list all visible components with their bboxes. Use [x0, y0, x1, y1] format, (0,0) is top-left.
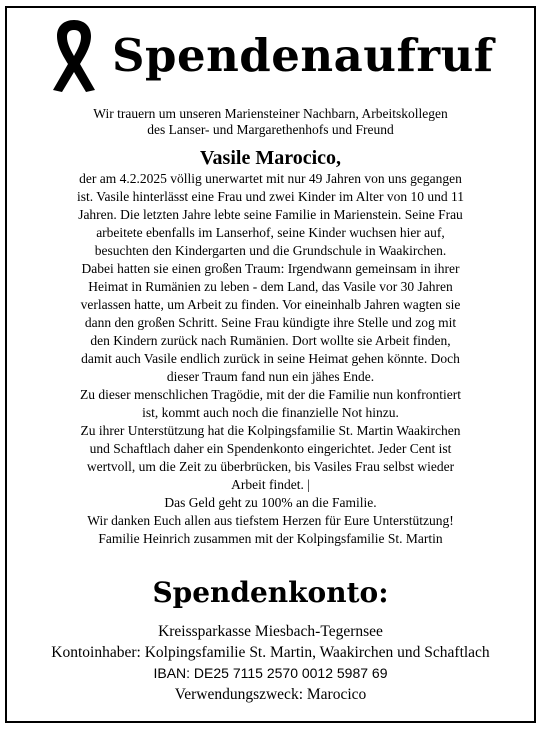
payment-reference: Verwendungszweck: Marocico: [174, 686, 367, 703]
body-line: den Kindern zurück nach Rumänien. Dort wollte sie Arbeit finden,: [90, 333, 451, 348]
iban: IBAN: DE25 7115 2570 0012 5987 69: [153, 665, 388, 681]
body-line: Arbeit findet. |: [231, 477, 310, 492]
body-line: Zu ihrer Unterstützung hat die Kolpingsfamilie St. Martin Waakirchen: [80, 423, 461, 438]
body-line: und Schaftlach daher ein Spendenkonto eingerichtet. Jeder Cent ist: [89, 441, 452, 456]
body-line: ist, kommt auch noch die finanzielle Not hinzu.: [142, 405, 399, 420]
deceased-name: Vasile Marocico,: [199, 147, 342, 169]
body-line: besuchten den Kindergarten und die Grundschule in Waakirchen.: [94, 243, 447, 258]
donation-account-details: [0, 621, 541, 705]
body-line: Wir danken Euch allen aus tiefstem Herzen für Eure Unterstützung!: [87, 513, 454, 528]
appeal-body: [0, 170, 541, 548]
body-line: ist. Vasile hinterlässt eine Frau und zwei Kinder im Alter von 10 und 11: [77, 189, 464, 204]
body-line: Heimat in Rumänien zu leben - dem Land, das Vasile vor 30 Jahren: [88, 279, 453, 294]
intro-line: Wir trauern um unseren Mariensteiner Nachbarn, Arbeitskollegen: [93, 106, 448, 121]
body-line: Das Geld geht zu 100% an die Familie.: [164, 495, 377, 510]
body-line: Jahren. Die letzten Jahre lebte seine Familie in Marienstein. Seine Frau: [78, 207, 463, 222]
body-line: Zu dieser menschlichen Tragödie, mit der die Familie nun konfrontiert: [80, 387, 461, 402]
body-line: der am 4.2.2025 völlig unerwartet mit nur 49 Jahren von uns gegangen: [79, 171, 462, 186]
intro-line: des Lanser- und Margarethenhofs und Freund: [147, 122, 394, 137]
mourning-ribbon-icon: [44, 14, 104, 94]
body-line: Dabei hatten sie einen großen Traum: Irgendwann gemeinsam in ihrer: [81, 261, 460, 276]
body-line: Familie Heinrich zusammen mit der Kolpingsfamilie St. Martin: [98, 531, 443, 546]
account-holder: Kontoinhaber: Kolpingsfamilie St. Martin, Waakirchen und Schaftlach: [51, 644, 490, 661]
body-line: verlassen hatte, um Arbeit zu finden. Vor eineinhalb Jahren wagten sie: [80, 297, 461, 312]
intro-text: [0, 106, 541, 138]
bank-name: Kreissparkasse Miesbach-Tegernsee: [158, 623, 383, 640]
page-title: Spendenaufruf: [112, 29, 494, 82]
body-line: dann den großen Schritt. Seine Frau kündigte ihre Stelle und zog mit: [84, 315, 457, 330]
body-line: wertvoll, um die Zeit zu überbrücken, bis Vasiles Frau selbst wieder: [86, 459, 455, 474]
body-line: dieser Traum fand nun ein jähes Ende.: [166, 369, 375, 384]
body-line: arbeitete ebenfalls im Lanserhof, seine Kinder wuchsen hier auf,: [96, 225, 445, 240]
body-line: damit auch Vasile endlich zurück in seine Heimat gehen könnte. Doch: [81, 351, 460, 366]
donation-account-heading: Spendenkonto:: [152, 576, 389, 609]
